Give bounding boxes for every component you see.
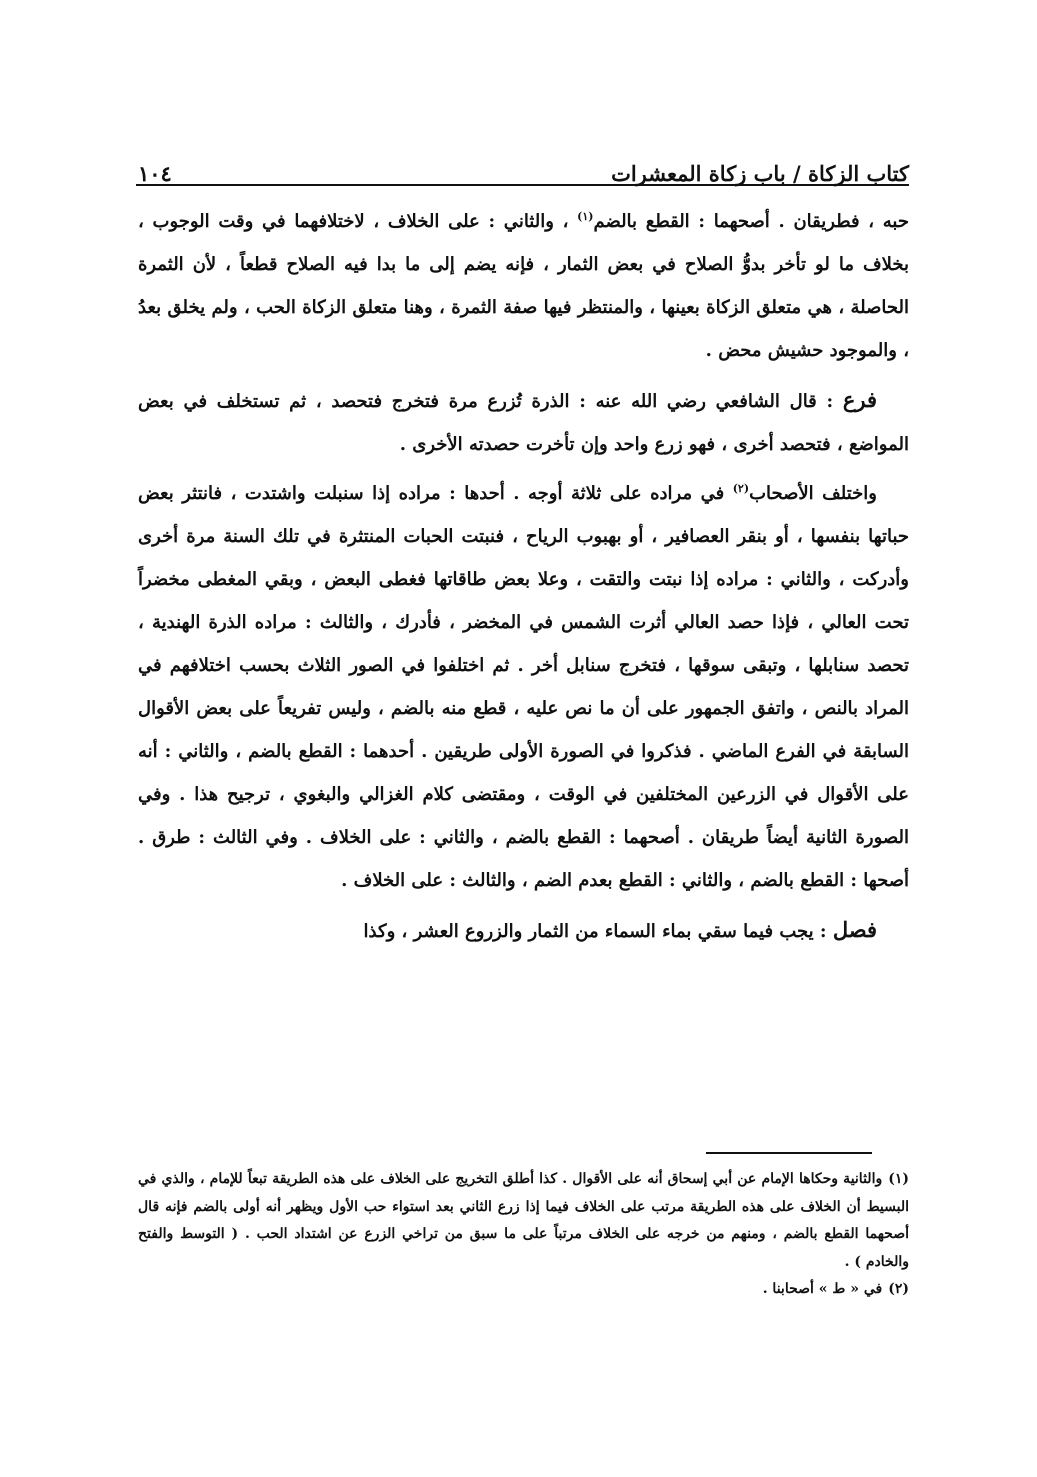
paragraph-1-text: حبه ، فطريقان . أصحهما : القطع بالضم	[593, 211, 909, 232]
paragraph-fasl	[138, 908, 909, 953]
footnote-2	[138, 1276, 909, 1304]
paragraph-1	[138, 200, 909, 372]
header-title: كتاب الزكاة / باب زكاة المعشرات	[611, 160, 909, 186]
footnote-1	[138, 1166, 909, 1276]
footnote-2-marker: (٢)	[888, 1281, 909, 1297]
paragraph-far3	[138, 378, 909, 466]
footnote-ref-1: (١)	[577, 210, 594, 223]
fasl-heading: فصل	[832, 917, 877, 942]
page-number: ١٠٤	[138, 160, 172, 186]
main-text	[138, 200, 909, 959]
paragraph-fasl-text: : يجب فيما سقي بماء السماء من الثمار والزروع العشر ، وكذا	[363, 921, 833, 942]
footnotes	[138, 1166, 909, 1304]
footnote-ref-2: (٢)	[732, 482, 750, 495]
header-rule	[136, 184, 909, 186]
paragraph-ashab-text: في مراده على ثلاثة أوجه . أحدها : مراده إذا سنبلت واشتدت ، فانتثر بعض حباتها بنفسها ، أو بنقر العصافير ، أو بهبوب الرياح ، فنبتت الحبات المنتثرة في تلك السنة مرة أخرى وأدركت ، والثاني : مراده إذا نبتت والتقت ، وعلا بعض طاقاتها فغطى البعض ، وبقي المغطى مخضراً تحت العالي ، فإذا حصد العالي أثرت الشمس في المخضر ، فأدرك ، والثالث : مراده الذرة الهندية ، تحصد سنابلها ، وتبقى سوقها ، فتخرج سنابل أخر . ثم اختلفوا في الصور الثلاث بحسب اختلافهم في المراد بالنص ، واتفق الجمهور على أن ما نص عليه ، قطع منه بالضم ، وليس تفريعاً على بعض الأقوال السابقة في الفرع الماضي . فذكروا في الصورة الأولى طريقين . أحدهما : القطع بالضم ، والثاني : أنه على الأقوال في الزرعين المختلفين في الوقت ، ومقتضى كلام الغزالي والبغوي ، ترجيح هذا . وفي الصورة الثانية أيضاً طريقان . أصحهما : القطع بالضم ، والثاني : على الخلاف . وفي الثالث : طرق . أصحها : القطع بالضم ، والثاني : القطع بعدم الضم ، والثالث : على الخلاف .	[138, 483, 909, 891]
running-header	[138, 138, 909, 186]
footnote-2-text: في « ط » أصحابنا .	[762, 1281, 883, 1297]
footnote-1-marker: (١)	[888, 1171, 909, 1187]
footnote-rule	[706, 1152, 872, 1154]
far3-heading: فرع	[842, 387, 877, 412]
paragraph-ashab	[138, 472, 909, 902]
footnote-1-text: والثانية وحكاها الإمام عن أبي إسحاق أنه على الأقوال . كذا أطلق التخريج على الخلاف على هذه الطريقة تبعاً للإمام ، والذي في البسيط أن الخلاف على هذه الطريقة مرتب على الخلاف فيما إذا زرع الثاني بعد استواء حب الأول ويظهر أنه أولى بالضم فإنه قال أصحهما القطع بالضم ، ومنهم من خرجه على الخلاف مرتباً على ما سبق من تراخي الزرع عن اشتداد الحب . ( التوسط والفتح والخادم ) .	[138, 1171, 909, 1270]
paragraph-far3-text: : قال الشافعي رضي الله عنه : الذرة تُزرع مرة فتخرج فتحصد ، ثم تستخلف في بعض المواضع ، فتحصد أخرى ، فهو زرع واحد وإن تأخرت حصدته الأخرى .	[138, 391, 909, 455]
paragraph-1-rest: ، والثاني : على الخلاف ، لاختلافهما في وقت الوجوب ، بخلاف ما لو تأخر بدوُّ الصلاح في بعض الثمار ، فإنه يضم إلى ما بدا فيه الصلاح قطعاً ، لأن الثمرة الحاصلة ، هي متعلق الزكاة بعينها ، والمنتظر فيها صفة الثمرة ، وهنا متعلق الزكاة الحب ، ولم يخلق بعدُ ، والموجود حشيش محض .	[138, 211, 909, 361]
paragraph-ashab-start: واختلف الأصحاب	[749, 483, 877, 504]
